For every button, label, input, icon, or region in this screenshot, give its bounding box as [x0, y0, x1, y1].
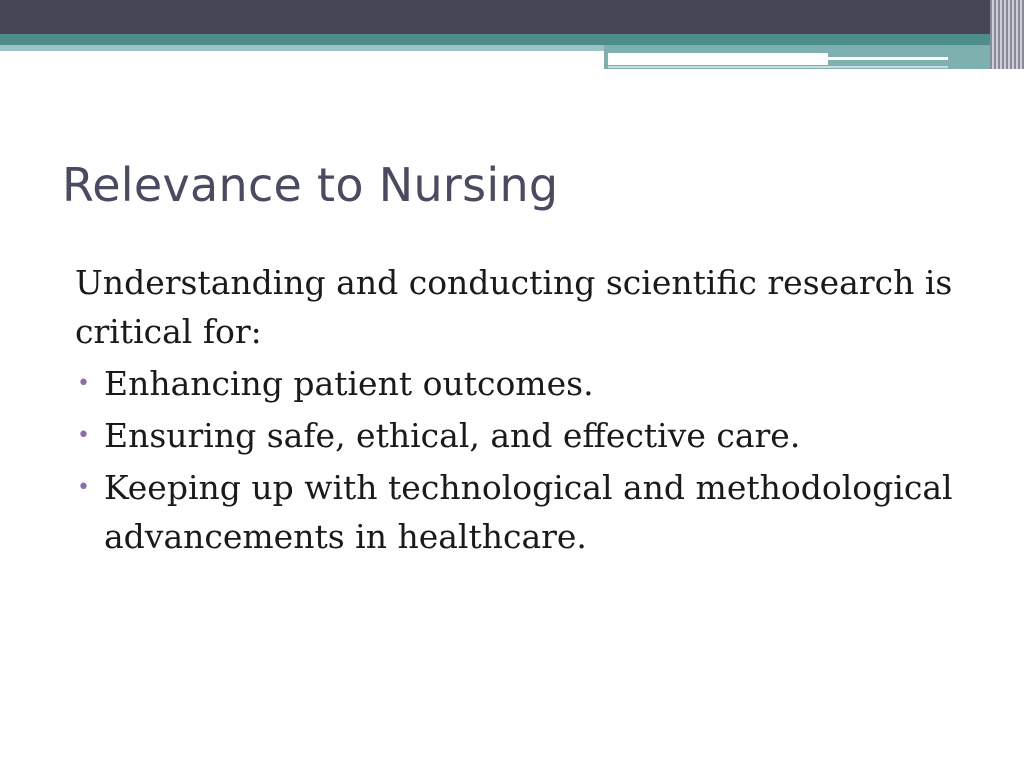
bullet-icon: • [77, 475, 90, 500]
bullet-text: Enhancing patient outcomes. [104, 364, 594, 403]
list-item [75, 463, 975, 561]
list-item [75, 411, 975, 460]
header-band-right-line [608, 66, 948, 68]
bullet-icon: • [77, 371, 90, 396]
header-band-dark [0, 0, 1024, 34]
header-band-right-inner-2 [828, 57, 948, 60]
header-band-teal [0, 34, 1024, 45]
header-band-light-teal [0, 45, 604, 51]
bullet-list [75, 359, 975, 561]
list-item [75, 359, 975, 408]
slide-title: Relevance to Nursing [62, 158, 559, 212]
header-stripes [990, 0, 1024, 69]
header-band-right-inner [608, 53, 828, 65]
slide-body [75, 258, 975, 564]
bullet-text: Ensuring safe, ethical, and effective care. [104, 416, 801, 455]
bullet-text: Keeping up with technological and methodological advancements in healthcare. [104, 468, 953, 556]
intro-text: Understanding and conducting scientific research is critical for: [75, 263, 953, 351]
bullet-icon: • [77, 423, 90, 448]
